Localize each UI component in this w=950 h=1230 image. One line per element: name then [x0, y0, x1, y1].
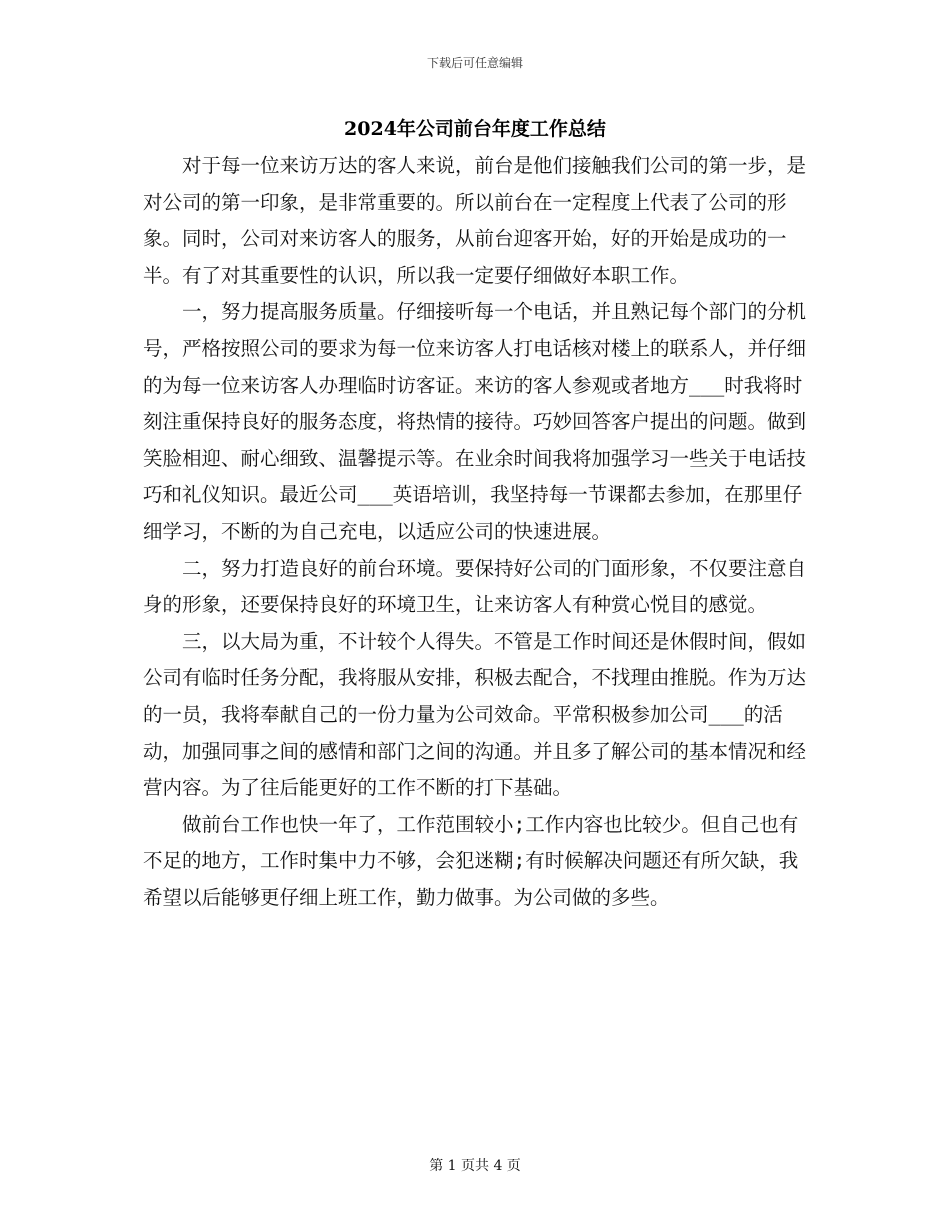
page-header-note: 下载后可任意编辑	[426, 56, 523, 70]
page-number: 第 1 页共 4 页	[429, 1158, 521, 1174]
paragraph-big-picture: 三，以大局为重，不计较个人得失。不管是工作时间还是休假时间，假如公司有临时任务分配，我将服从安排，积极去配合，不找理由推脱。作为万达的一员，我将奉献自己的一份力量为公司效命。平常积极参加公司___的活动，加强同事之间的感情和部门之间的沟通。并且多了解公司的基本情况和经营内容。为了往后能更好的工作不断的打下基础。	[143, 629, 807, 800]
paragraph-intro: 对于每一位来访万达的客人来说，前台是他们接触我们公司的第一步，是对公司的第一印象，是非常重要的。所以前台在一定程度上代表了公司的形象。同时，公司对来访客人的服务，从前台迎客开始，好的开始是成功的一半。有了对其重要性的认识，所以我一定要仔细做好本职工作。	[143, 154, 807, 287]
document-body	[143, 148, 815, 916]
paragraph-service-quality: 一，努力提高服务质量。仔细接听每一个电话，并且熟记每个部门的分机号，严格按照公司的要求为每一位来访客人打电话核对楼上的联系人，并仔细的为每一位来访客人办理临时访客证。来访的客人参观或者地方___时我将时刻注重保持良好的服务态度，将热情的接待。巧妙回答客户提出的问题。做到笑脸相迎、耐心细致、温馨提示等。在业余时间我将加强学习一些关于电话技巧和礼仪知识。最近公司___英语培训，我坚持每一节课都去参加，在那里仔细学习，不断的为自己充电，以适应公司的快速进展。	[143, 300, 807, 543]
paragraph-self-assessment: 做前台工作也快一年了，工作范围较小;工作内容也比较少。但自己也有不足的地方，工作时集中力不够，会犯迷糊;有时候解决问题还有所欠缺，我希望以后能够更仔细上班工作，勤力做事。为公司做的多些。	[143, 812, 799, 909]
document-title: 2024年公司前台年度工作总结	[344, 118, 606, 140]
paragraph-front-desk-environment: 二，努力打造良好的前台环境。要保持好公司的门面形象，不仅要注意自身的形象，还要保持良好的环境卫生，让来访客人有种赏心悦目的感觉。	[143, 556, 807, 617]
